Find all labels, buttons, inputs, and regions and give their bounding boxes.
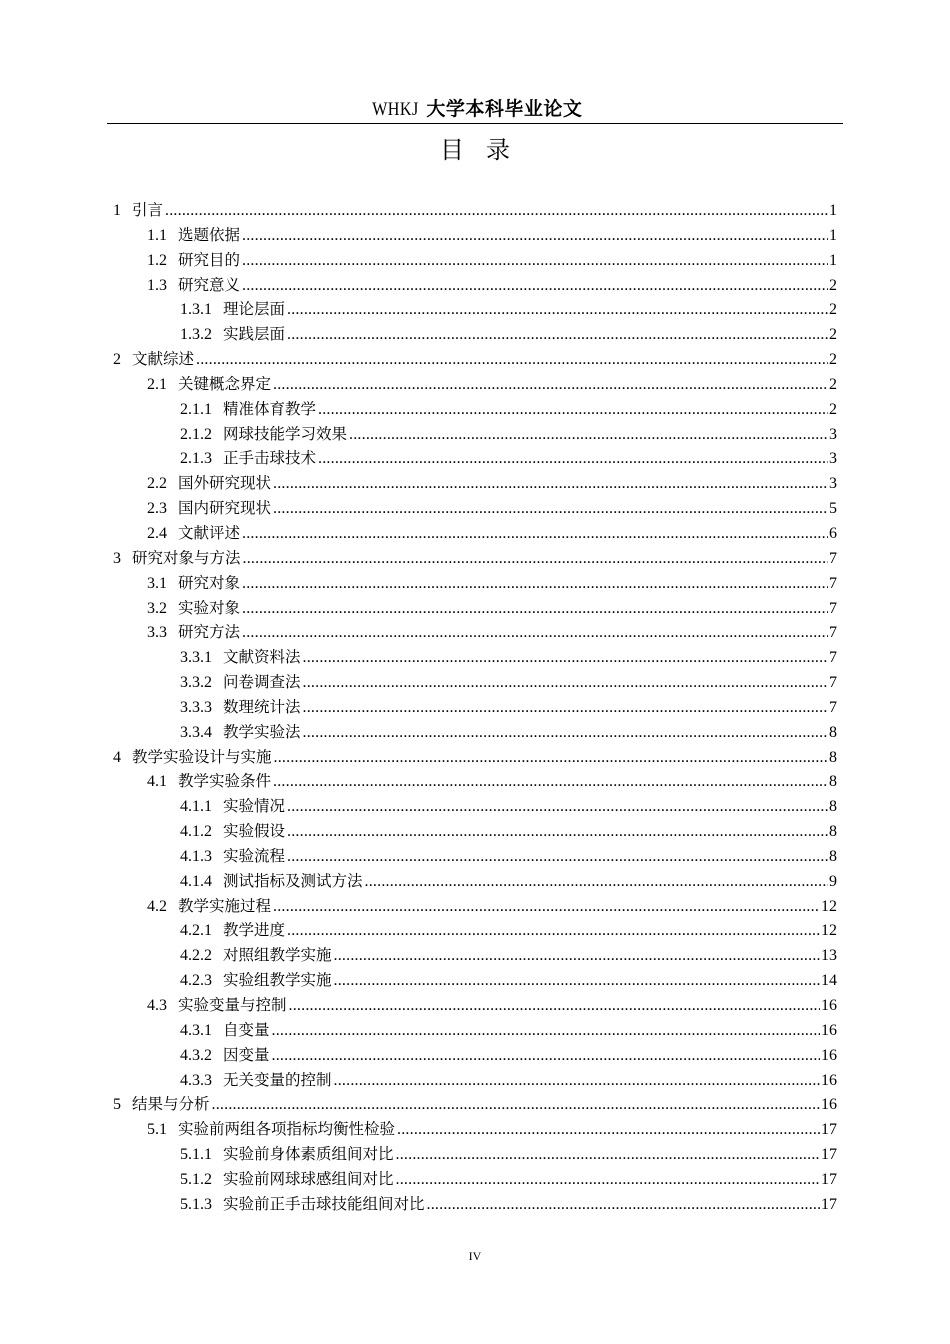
- toc-entry[interactable]: [113, 869, 837, 894]
- toc-entry-title: 因变量: [223, 1045, 270, 1064]
- toc-entry-number: 2.1.2: [180, 425, 212, 443]
- toc-entry-title: 教学实施过程: [178, 896, 272, 915]
- toc-entry-title: 国内研究现状: [178, 499, 272, 518]
- toc-entry-page: 3: [829, 425, 837, 443]
- toc-entry-number: 3.3: [147, 624, 167, 642]
- toc-entry-number: 1: [113, 202, 121, 219]
- toc-entry-title: 教学实验设计与实施: [132, 747, 272, 766]
- toc-entry[interactable]: [113, 620, 837, 645]
- toc-dot-leader: [303, 671, 828, 696]
- toc-entry-number: 4.2.3: [180, 972, 212, 990]
- toc-entry-page: 8: [829, 723, 837, 741]
- toc-entry-title: 测试指标及测试方法: [223, 871, 363, 890]
- toc-dot-leader: [287, 795, 828, 820]
- toc-entry-number: 5.1: [147, 1121, 167, 1139]
- toc-entry[interactable]: [113, 670, 837, 695]
- toc-entry[interactable]: [113, 596, 837, 621]
- toc-entry-title: 关键概念界定: [178, 374, 272, 393]
- toc-entry-title: 精准体育教学: [223, 399, 317, 418]
- toc-entry-title: 教学实验条件: [178, 772, 272, 791]
- toc-entry-number: 2.4: [147, 524, 167, 542]
- toc-entry-title: 实验前两组各项指标均衡性检验: [178, 1120, 396, 1139]
- toc-entry-page: 3: [829, 475, 837, 493]
- toc-entry-number: 4.1.1: [180, 798, 212, 816]
- toc-dot-leader: [242, 621, 828, 646]
- toc-entry-page: 6: [829, 524, 837, 542]
- toc-entry-page: 16: [821, 1096, 837, 1114]
- toc-entry-page: 5: [829, 500, 837, 518]
- toc-dot-leader: [242, 522, 828, 547]
- toc-entry[interactable]: [113, 794, 837, 819]
- toc-entry-number: 5.1.2: [180, 1170, 212, 1188]
- toc-entry[interactable]: [113, 223, 837, 248]
- toc-entry[interactable]: [113, 1068, 837, 1093]
- toc-entry-page: 7: [829, 674, 837, 692]
- toc-entry-number: 1.3: [147, 276, 167, 294]
- toc-entry-page: 14: [821, 972, 837, 990]
- toc-entry-number: 4.2.1: [180, 922, 212, 940]
- toc-entry[interactable]: [113, 446, 837, 471]
- toc-dot-leader: [365, 870, 828, 895]
- toc-entry-number: 2: [113, 351, 121, 369]
- toc-entry-page: 16: [821, 1046, 837, 1064]
- toc-entry-page: 16: [821, 1071, 837, 1089]
- toc-entry[interactable]: [113, 769, 837, 794]
- toc-entry-number: 4: [113, 748, 121, 766]
- toc-entry-page: 7: [829, 649, 837, 667]
- toc-dot-leader: [272, 1019, 820, 1044]
- toc-entry-title: 实验流程: [223, 846, 286, 865]
- toc-entry-title: 实验前身体素质组间对比: [223, 1145, 394, 1164]
- toc-entry-number: 3.3.4: [180, 723, 212, 741]
- header-document-type: 大学本科毕业论文: [426, 98, 583, 120]
- toc-entry[interactable]: [113, 819, 837, 844]
- toc-entry-number: 1.2: [147, 251, 167, 269]
- toc-dot-leader: [273, 895, 820, 920]
- toc-entry-title: 实验前网球球感组间对比: [223, 1169, 394, 1188]
- toc-dot-leader: [334, 1069, 820, 1094]
- toc-entry[interactable]: [113, 720, 837, 745]
- toc-entry[interactable]: [113, 198, 837, 223]
- toc-entry-number: 4.1.3: [180, 847, 212, 865]
- toc-entry[interactable]: [113, 918, 837, 943]
- toc-entry-title: 问卷调查法: [223, 673, 301, 692]
- toc-dot-leader: [274, 746, 828, 771]
- toc-entry-title: 实践层面: [223, 325, 286, 344]
- toc-entry-page: 17: [821, 1146, 837, 1164]
- toc-entry[interactable]: [113, 968, 837, 993]
- toc-entry[interactable]: [113, 471, 837, 496]
- toc-entry[interactable]: [113, 993, 837, 1018]
- toc-entry[interactable]: [113, 496, 837, 521]
- toc-dot-leader: [273, 472, 828, 497]
- toc-entry-title: 实验组教学实施: [223, 971, 332, 990]
- toc-entry-page: 2: [829, 375, 837, 393]
- toc-entry[interactable]: [113, 322, 837, 347]
- toc-entry-title: 文献评述: [178, 523, 241, 542]
- toc-entry-page: 2: [829, 301, 837, 319]
- toc-entry-page: 7: [829, 624, 837, 642]
- toc-entry-number: 3.1: [147, 574, 167, 592]
- toc-entry-page: 3: [829, 450, 837, 468]
- toc-entry[interactable]: [113, 1018, 837, 1043]
- toc-entry[interactable]: [113, 645, 837, 670]
- toc-entry-page: 8: [829, 798, 837, 816]
- toc-dot-leader: [287, 298, 828, 323]
- toc-entry-number: 4.3.3: [180, 1071, 212, 1089]
- toc-entry-title: 对照组教学实施: [223, 946, 332, 965]
- toc-entry-title: 教学实验法: [223, 722, 301, 741]
- toc-entry[interactable]: [113, 397, 837, 422]
- toc-entry[interactable]: [113, 1117, 837, 1142]
- toc-dot-leader: [287, 845, 828, 870]
- toc-dot-leader: [212, 1093, 820, 1118]
- toc-entry-number: 2.3: [147, 500, 167, 518]
- toc-dot-leader: [334, 944, 820, 969]
- toc-entry-title: 实验假设: [223, 822, 286, 841]
- toc-entry[interactable]: [113, 372, 837, 397]
- toc-dot-leader: [303, 696, 828, 721]
- toc-entry-number: 5: [113, 1096, 121, 1114]
- toc-entry[interactable]: [113, 521, 837, 546]
- toc-entry-title: 教学进度: [223, 921, 286, 940]
- toc-entry-title: 网球技能学习效果: [223, 424, 348, 443]
- toc-entry-number: 3.3.1: [180, 649, 212, 667]
- toc-entry-page: 1: [829, 226, 837, 244]
- toc-entry-title: 研究对象: [178, 573, 241, 592]
- toc-dot-leader: [273, 770, 828, 795]
- toc-entry-page: 1: [829, 251, 837, 269]
- toc-entry-number: 4.2: [147, 897, 167, 915]
- toc-entry-title: 引言: [132, 201, 164, 219]
- toc-entry-page: 12: [821, 922, 837, 940]
- toc-entry[interactable]: [113, 745, 837, 770]
- toc-dot-leader: [334, 969, 820, 994]
- toc-dot-leader: [396, 1143, 820, 1168]
- toc-dot-leader: [287, 323, 828, 348]
- toc-entry-title: 自变量: [223, 1020, 270, 1039]
- toc-dot-leader: [318, 398, 828, 423]
- toc-dot-leader: [272, 1044, 820, 1069]
- toc-entry-title: 数理统计法: [223, 697, 301, 716]
- toc-entry[interactable]: [113, 422, 837, 447]
- toc-entry-title: 无关变量的控制: [223, 1070, 332, 1089]
- toc-entry-page: 16: [821, 1021, 837, 1039]
- toc-entry[interactable]: [113, 1142, 837, 1167]
- toc-entry-page: 17: [821, 1121, 837, 1139]
- toc-entry-title: 实验变量与控制: [178, 996, 287, 1014]
- toc-entry-page: 7: [829, 599, 837, 617]
- page-header: [107, 96, 843, 124]
- toc-entry-title: 研究方法: [178, 623, 241, 642]
- toc-entry-page: 2: [829, 326, 837, 344]
- toc-dot-leader: [349, 423, 828, 448]
- toc-dot-leader: [318, 447, 828, 472]
- toc-entry[interactable]: [113, 347, 837, 372]
- toc-entry-title: 选题依据: [178, 225, 241, 244]
- toc-entry-number: 1.1: [147, 226, 167, 244]
- toc-entry[interactable]: [113, 273, 837, 298]
- toc-dot-leader: [196, 348, 828, 373]
- toc-dot-leader: [242, 274, 828, 299]
- toc-dot-leader: [287, 919, 820, 944]
- toc-entry-page: 8: [829, 847, 837, 865]
- toc-entry[interactable]: [113, 1167, 837, 1192]
- toc-entry-title: 研究对象与方法: [132, 548, 241, 567]
- toc-entry-title: 研究目的: [178, 250, 241, 269]
- toc-dot-leader: [303, 721, 828, 746]
- toc-entry-page: 8: [829, 748, 837, 766]
- table-of-contents: [113, 198, 837, 1217]
- toc-entry-title: 理论层面: [223, 300, 286, 319]
- toc-entry-title: 研究意义: [178, 275, 241, 294]
- toc-entry-page: 7: [829, 549, 837, 567]
- toc-entry[interactable]: [113, 1043, 837, 1068]
- toc-dot-leader: [287, 820, 828, 845]
- toc-entry[interactable]: [113, 248, 837, 273]
- toc-entry-title: 实验前正手击球技能组间对比: [223, 1194, 425, 1213]
- header-school-code: WHKJ: [371, 99, 419, 120]
- toc-entry-number: 4.2.2: [180, 947, 212, 965]
- toc-entry-number: 5.1.1: [180, 1146, 212, 1164]
- toc-entry-page: 2: [829, 276, 837, 294]
- toc-entry-number: 4.1: [147, 773, 167, 791]
- toc-entry-number: 2.1.3: [180, 450, 212, 468]
- toc-entry-number: 2.2: [147, 475, 167, 493]
- toc-entry[interactable]: [113, 1092, 837, 1117]
- toc-entry-page: 2: [829, 351, 837, 369]
- page-number: IV: [468, 1249, 482, 1263]
- toc-entry-title: 国外研究现状: [178, 474, 272, 493]
- toc-entry[interactable]: [113, 695, 837, 720]
- toc-entry-title: 实验对象: [178, 598, 241, 617]
- toc-entry-number: 3.3.2: [180, 674, 212, 692]
- toc-dot-leader: [289, 994, 820, 1019]
- toc-dot-leader: [303, 646, 828, 671]
- toc-dot-leader: [165, 199, 828, 224]
- toc-entry-page: 12: [821, 897, 837, 915]
- toc-entry-number: 4.3.1: [180, 1021, 212, 1039]
- toc-dot-leader: [396, 1168, 820, 1193]
- toc-entry-page: 8: [829, 773, 837, 791]
- toc-entry-number: 3.2: [147, 599, 167, 617]
- toc-dot-leader: [427, 1193, 820, 1218]
- toc-entry-title: 实验情况: [223, 797, 286, 816]
- toc-entry-page: 7: [829, 574, 837, 592]
- toc-entry-title: 正手击球技术: [223, 449, 317, 468]
- toc-entry-page: 9: [829, 872, 837, 890]
- toc-dot-leader: [273, 497, 828, 522]
- toc-entry[interactable]: [113, 1192, 837, 1217]
- toc-dot-leader: [242, 224, 828, 249]
- toc-entry-number: 3.3.3: [180, 698, 212, 716]
- toc-entry-number: 1.3.2: [180, 326, 212, 344]
- toc-dot-leader: [242, 572, 828, 597]
- toc-entry-page: 17: [821, 1170, 837, 1188]
- toc-entry-page: 8: [829, 823, 837, 841]
- toc-dot-leader: [243, 547, 828, 572]
- toc-entry-number: 4.3: [147, 997, 167, 1014]
- toc-entry-number: 4.1.2: [180, 823, 212, 841]
- toc-dot-leader: [242, 597, 828, 622]
- toc-entry-page: 2: [829, 400, 837, 418]
- toc-entry-number: 2.1: [147, 375, 167, 393]
- toc-entry-number: 5.1.3: [180, 1195, 212, 1213]
- toc-entry-number: 4.1.4: [180, 872, 212, 890]
- toc-dot-leader: [273, 373, 828, 398]
- toc-dot-leader: [242, 249, 828, 274]
- toc-entry-title: 结果与分析: [132, 1095, 210, 1114]
- toc-entry-page: 13: [821, 947, 837, 965]
- toc-entry-title: 文献综述: [132, 350, 195, 369]
- toc-entry-page: 16: [821, 997, 837, 1014]
- toc-entry[interactable]: [113, 571, 837, 596]
- page-title: 目录: [440, 136, 532, 164]
- toc-entry-page: 17: [821, 1195, 837, 1213]
- toc-entry-title: 文献资料法: [223, 648, 301, 667]
- toc-entry[interactable]: [113, 894, 837, 919]
- toc-entry-number: 1.3.1: [180, 301, 212, 319]
- toc-entry-page: 1: [829, 202, 837, 219]
- toc-entry[interactable]: [113, 546, 837, 571]
- toc-entry-number: 4.3.2: [180, 1046, 212, 1064]
- toc-entry-page: 7: [829, 698, 837, 716]
- toc-entry[interactable]: [113, 943, 837, 968]
- toc-dot-leader: [397, 1118, 820, 1143]
- toc-entry-number: 2.1.1: [180, 400, 212, 418]
- toc-entry-number: 3: [113, 549, 121, 567]
- toc-entry[interactable]: [113, 297, 837, 322]
- toc-entry[interactable]: [113, 844, 837, 869]
